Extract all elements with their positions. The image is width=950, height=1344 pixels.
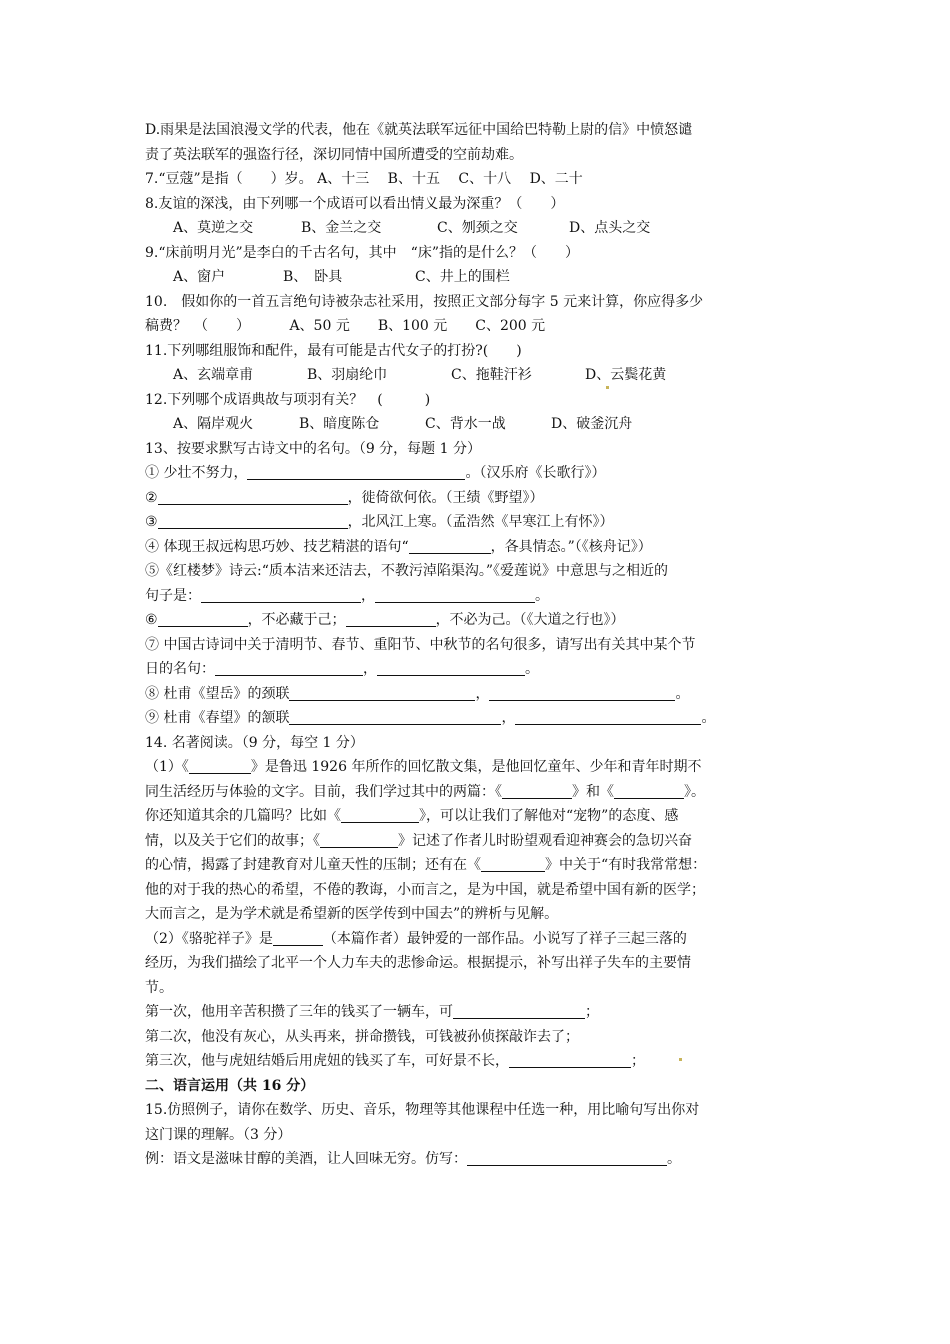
answer-blank[interactable]: [377, 659, 525, 676]
q14-part1-line7: 大而言之，是为学术就是希望新的医学传到中国去”的辨析与见解。: [145, 906, 559, 922]
question-9-stem: 9.“床前明月光”是李白的千古名句，其中 “床”指的是什么？（ ）: [145, 244, 579, 261]
answer-blank[interactable]: [409, 537, 491, 554]
question-14-title: 14. 名著阅读。（9 分，每空 1 分）: [145, 734, 364, 751]
question-10-line1: 10. 假如你的一首五言绝句诗被杂志社采用，按照正文部分每字 5 元来计算，你应得多少: [145, 293, 704, 310]
q9-option-b: B、 卧具: [283, 269, 343, 285]
question-8-options: [145, 216, 815, 241]
q11-option-c: C、拖鞋汗衫: [451, 367, 532, 383]
q14-part2-line2: 经历，为我们描绘了北平一个人力车夫的悲惨命运。根据提示，补写出祥子失车的主要情: [145, 955, 691, 971]
q13-item-5-line2: 句子是： ， 。: [145, 587, 549, 604]
question-15-line2: 这门课的理解。（3 分）: [145, 1126, 292, 1143]
q14-part2-line3: 节。: [145, 979, 173, 996]
q14-time-1: 第一次，他用辛苦积攒了三年的钱买了一辆车，可 ；: [145, 1004, 599, 1020]
answer-blank[interactable]: [289, 684, 475, 701]
answer-blank[interactable]: [201, 586, 361, 603]
q12-option-c: C、背水一战: [425, 416, 506, 432]
q14-part1-line3: 你还知道其余的几篇吗？比如《 》，可以让我们了解他对“宠物”的态度、感: [145, 808, 679, 824]
question-11-stem: 11.下列哪组服饰和配件，最有可能是古代女子的打扮?( ): [145, 342, 522, 359]
q14-part1-line2: 同生活经历与体验的文字。目前，我们学过其中的两篇：《 》和《 》。: [145, 783, 705, 800]
answer-blank[interactable]: [158, 488, 348, 505]
answer-blank[interactable]: [189, 757, 251, 774]
q12-option-d: D、破釜沉舟: [551, 416, 633, 432]
q8-option-b: B、金兰之交: [301, 220, 382, 236]
q13-item-8: ⑧ 杜甫《望岳》的颈联 ， 。: [145, 685, 690, 702]
answer-blank[interactable]: [502, 782, 572, 799]
q8-option-d: D、点头之交: [569, 220, 651, 236]
q9-option-c: C、井上的围栏: [415, 269, 510, 285]
answer-blank[interactable]: [375, 586, 535, 603]
q13-item-7-line2: 日的名句： ， 。: [145, 661, 539, 677]
speck-mark: [679, 1058, 682, 1061]
q14-part1-line4: 情，以及关于它们的故事；《 》记述了作者儿时盼望观看迎神赛会的急切兴奋: [145, 832, 692, 849]
q9-option-a: A、窗户: [173, 269, 226, 285]
q14-time-3: 第三次，他与虎妞结婚后用虎妞的钱买了车，可好景不长， ；: [145, 1053, 645, 1069]
answer-blank[interactable]: [467, 1149, 667, 1166]
q13-item-2: ② ，徙倚欲何依。（王绩《野望》）: [145, 489, 544, 506]
q13-item-3: ③ ，北风江上寒。（孟浩然《早寒江上有怀》）: [145, 514, 614, 530]
answer-blank[interactable]: [158, 610, 248, 627]
q13-item-9: ⑨ 杜甫《春望》的颔联 ， 。: [145, 710, 716, 726]
answer-blank[interactable]: [215, 659, 363, 676]
answer-blank[interactable]: [346, 610, 436, 627]
question-13-title: 13、按要求默写古诗文中的名句。（9 分，每题 1 分）: [145, 440, 481, 457]
q13-item-6: ⑥ ，不必藏于己； ，不必为己。（《大道之行也》）: [145, 612, 625, 628]
q14-time-2: 第二次，他没有灰心，从头再来，拼命攒钱，可钱被孙侦探敲诈去了；: [145, 1028, 579, 1045]
q11-option-b: B、羽扇纶巾: [307, 367, 388, 383]
answer-blank[interactable]: [273, 929, 323, 946]
q14-part1-line5: 的心情，揭露了封建教育对儿童天性的压制；还有在《 》中关于“有时我常常想：: [145, 857, 707, 873]
q11-option-a: A、玄端章甫: [173, 367, 254, 383]
answer-blank[interactable]: [489, 684, 675, 701]
answer-blank[interactable]: [509, 1051, 631, 1068]
answer-blank[interactable]: [320, 831, 398, 848]
speck-mark: [606, 386, 609, 389]
exam-page: [145, 118, 815, 1172]
question-8-stem: 8.友谊的深浅，由下列哪一个成语可以看出情义最为深重？（ ）: [145, 195, 565, 212]
answer-blank[interactable]: [158, 512, 348, 529]
question-9-options: [145, 265, 815, 290]
q13-item-5-line1: ⑤《红楼梦》诗云:“质本洁来还洁去，不教污淖陷渠沟。”《爱莲说》中意思与之相近的: [145, 563, 669, 579]
question-10-line2: 稿费？ （ ） A、50 元 B、100 元 C、200 元: [145, 318, 546, 334]
question-11-options: [145, 363, 815, 388]
q12-option-b: B、暗度陈仓: [299, 416, 380, 432]
q8-option-a: A、莫逆之交: [173, 220, 254, 236]
q6-option-d-line2: 责了英法联军的强盗行径，深切同情中国所遭受的空前劫难。: [145, 146, 523, 163]
answer-blank[interactable]: [247, 463, 465, 480]
question-7: 7.“豆蔻”是指（ ）岁。 A、十三 B、十五 C、十八 D、二十: [145, 171, 583, 187]
q14-part1-line1: （1）《 》是鲁迅 1926 年所作的回忆散文集，是他回忆童年、少年和青年时期不: [145, 759, 702, 775]
question-12-options: [145, 412, 815, 437]
answer-blank[interactable]: [289, 708, 501, 725]
answer-blank[interactable]: [453, 1002, 585, 1019]
answer-blank[interactable]: [614, 782, 684, 799]
q11-option-d: D、云鬓花黄: [585, 367, 667, 383]
q13-item-1: ① 少壮不努力， 。（汉乐府《长歌行》）: [145, 465, 606, 481]
question-15-example: 例：语文是滋味甘醇的美酒，让人回味无穷。仿写： 。: [145, 1151, 681, 1167]
q12-option-a: A、隔岸观火: [173, 416, 254, 432]
answer-blank[interactable]: [341, 806, 419, 823]
q13-item-7-line1: ⑦ 中国古诗词中关于清明节、春节、重阳节、中秋节的名句很多，请写出有关其中某个节: [145, 636, 696, 653]
section-2-title: 二、语言运用（共 16 分）: [145, 1077, 315, 1094]
q14-part1-line6: 他的对于我的热心的希望，不倦的教诲，小而言之，是为中国，就是希望中国有新的医学；: [145, 881, 705, 898]
q6-option-d-line1: D.雨果是法国浪漫文学的代表，他在《就英法联军远征中国给巴特勒上尉的信》中愤怒谴: [145, 122, 693, 138]
answer-blank[interactable]: [515, 708, 701, 725]
q14-part2-line1: （2）《骆驼祥子》是 （本篇作者）最钟爱的一部作品。小说写了祥子三起三落的: [145, 930, 687, 947]
q8-option-c: C、刎颈之交: [437, 220, 518, 236]
answer-blank[interactable]: [481, 855, 545, 872]
q13-item-4: ④ 体现王叔远构思巧妙、技艺精湛的语句“ ，各具情态。”（《核舟记》）: [145, 538, 652, 555]
question-12-stem: 12.下列哪个成语典故与项羽有关？ ( ): [145, 391, 431, 408]
question-15-line1: 15.仿照例子，请你在数学、历史、音乐，物理等其他课程中任选一种，用比喻句写出你对: [145, 1102, 700, 1118]
